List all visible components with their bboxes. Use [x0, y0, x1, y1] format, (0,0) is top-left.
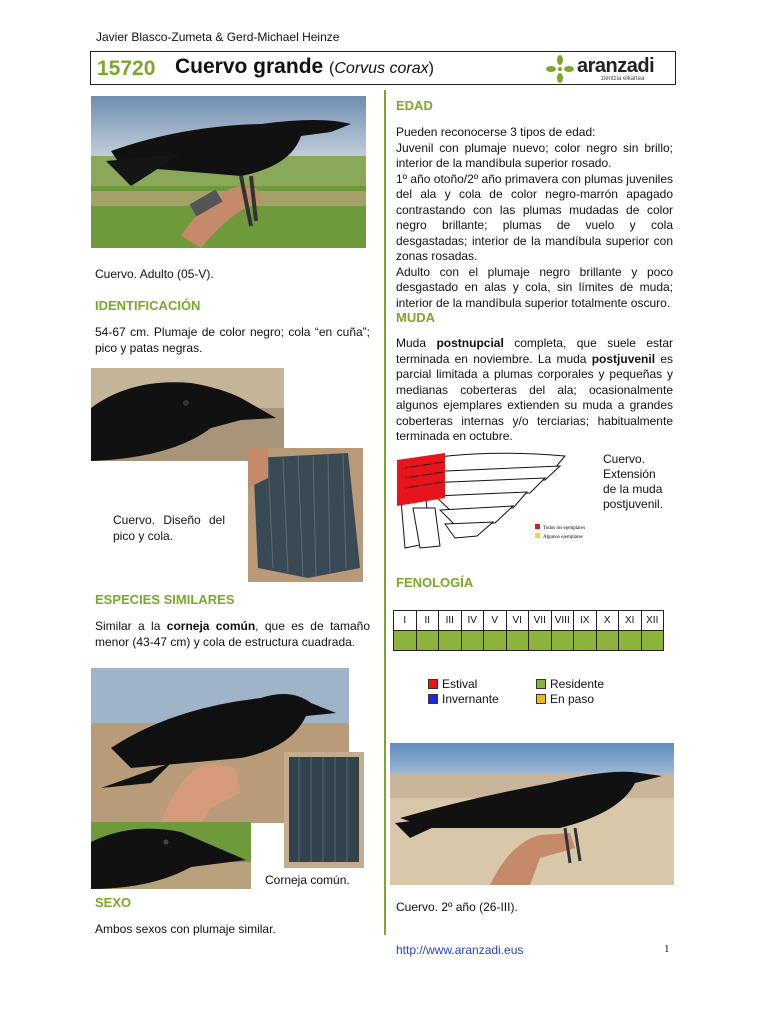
- residente-label: Residente: [550, 677, 605, 691]
- month-III: III: [439, 611, 462, 631]
- month-I: I: [394, 611, 417, 631]
- month-XII: XII: [641, 611, 664, 631]
- residency-cell: [574, 631, 597, 651]
- muda-text-c: es parcial limitada a plumas corporales y pequeñas y medianas coberteras del ala; ocasionalmente algunos ejemplares extienden su muda a grandes coberteras internas y/o terciarias; habitualmente terminada en octubre.: [396, 351, 673, 443]
- residency-cell: [596, 631, 619, 651]
- residency-cell: [506, 631, 529, 651]
- residency-cell: [439, 631, 462, 651]
- invernante-label: Invernante: [442, 692, 499, 706]
- muda-heading: MUDA: [396, 310, 435, 325]
- month-IV: IV: [461, 611, 484, 631]
- column-divider: [384, 90, 386, 935]
- authors: Javier Blasco-Zumeta & Gerd-Michael Heinze: [96, 30, 340, 44]
- muda-text-b: completa, que suele estar terminada en noviembre. La muda: [396, 336, 673, 366]
- similares-text-b: , que es de tamaño menor (43-47 cm) y cola de estructura cuadrada.: [95, 619, 370, 649]
- legend-all-label: Todos los ejemplares: [543, 526, 586, 531]
- muda-text: [396, 336, 673, 445]
- page-number: 1: [664, 943, 670, 955]
- residency-cell: [461, 631, 484, 651]
- month-X: X: [596, 611, 619, 631]
- identificacion-heading: IDENTIFICACIÓN: [95, 298, 201, 313]
- month-V: V: [484, 611, 507, 631]
- photo-second-year-raven: [390, 743, 674, 885]
- phenology-legend-en-paso: [536, 692, 594, 706]
- residency-cell: [551, 631, 574, 651]
- en-paso-swatch: [536, 694, 546, 704]
- aranzadi-leaf-icon: [545, 55, 575, 83]
- month-II: II: [416, 611, 439, 631]
- logo-subtitle: zientzia elkartea: [601, 76, 645, 82]
- aranzadi-link[interactable]: http://www.aranzadi.eus: [396, 943, 524, 957]
- legend-some-label: Algunos ejemplares: [543, 535, 583, 540]
- photo-crow-tail: [284, 752, 364, 868]
- page-title: Cuervo grande (Corvus corax): [175, 55, 434, 78]
- photo-raven-tail: [248, 448, 363, 582]
- muda-postjuvenil-bold: postjuvenil: [591, 351, 656, 366]
- phenology-legend-estival: [428, 677, 477, 691]
- title-box: [90, 51, 676, 85]
- edad-heading: EDAD: [396, 98, 433, 113]
- legend-some-swatch: [535, 533, 540, 538]
- photo2-caption: Cuervo. Diseño del pico y cola.: [113, 513, 225, 543]
- month-XI: XI: [619, 611, 642, 631]
- photo3-caption: Corneja común.: [265, 873, 350, 887]
- estival-label: Estival: [442, 677, 478, 691]
- en-paso-label: En paso: [550, 692, 595, 706]
- invernante-swatch: [428, 694, 438, 704]
- similares-species-bold: corneja común: [166, 619, 256, 633]
- photo1-caption: Cuervo. Adulto (05-V).: [95, 267, 214, 281]
- photo4-caption: Cuervo. 2º año (26-III).: [396, 900, 518, 914]
- month-IX: IX: [574, 611, 597, 631]
- scientific-name: Corvus corax: [334, 60, 429, 77]
- especies-similares-heading: ESPECIES SIMILARES: [95, 592, 235, 607]
- photo-adult-raven: [91, 96, 366, 248]
- residente-swatch: [536, 679, 546, 689]
- residency-row: [394, 631, 664, 651]
- sexo-text: Ambos sexos con plumaje similar.: [95, 922, 276, 936]
- legend-all-swatch: [535, 524, 540, 529]
- muda-text-a: Muda: [396, 336, 437, 350]
- common-name: Cuervo grande: [175, 55, 324, 78]
- wing-moult-diagram: [395, 448, 597, 551]
- residency-cell: [619, 631, 642, 651]
- residency-cell: [416, 631, 439, 651]
- aranzadi-logo: [545, 55, 665, 83]
- month-row: [394, 611, 664, 631]
- especies-similares-text: [95, 619, 370, 650]
- residency-cell: [484, 631, 507, 651]
- fenologia-heading: FENOLOGÍA: [396, 575, 474, 590]
- residency-cell: [529, 631, 552, 651]
- sexo-heading: SEXO: [95, 895, 132, 910]
- phenology-table: [393, 610, 664, 651]
- phenology-legend-invernante: [428, 692, 499, 706]
- estival-swatch: [428, 679, 438, 689]
- identificacion-text: 54-67 cm. Plumaje de color negro; cola “en cuña”; pico y patas negras.: [95, 325, 370, 355]
- similares-text-a: Similar a la: [95, 619, 167, 633]
- month-VIII: VIII: [551, 611, 574, 631]
- residency-cell: [394, 631, 417, 651]
- logo-text: aranzadi: [577, 55, 655, 77]
- residency-cell: [641, 631, 664, 651]
- month-VII: VII: [529, 611, 552, 631]
- wing-caption: Cuervo. Extensión de la muda postjuvenil.: [603, 452, 664, 511]
- edad-text: Pueden reconocerse 3 tipos de edad: Juvenil con plumaje nuevo; color negro sin brillo; interior de la mandíbula superior rosado. 1º año otoño/2º año primavera con plumas juveniles del ala y cola de color negro-marrón apagado contrastando con las plumas mudadas de color negro brillante; plumas de vuelo y cola desgastadas; interior de la mandíbula superior con zonas rosadas. Adulto con el plumaje negro brillante y poco desgastado en alas y cola, sin límites de muda; interior de la mandíbula superior totalmente oscuro.: [396, 125, 673, 310]
- month-VI: VI: [506, 611, 529, 631]
- muda-postnupcial-bold: postnupcial: [436, 336, 504, 350]
- phenology-legend-residente: [536, 677, 604, 691]
- photo-crow-head: [91, 822, 251, 889]
- species-number: 15720: [97, 57, 156, 80]
